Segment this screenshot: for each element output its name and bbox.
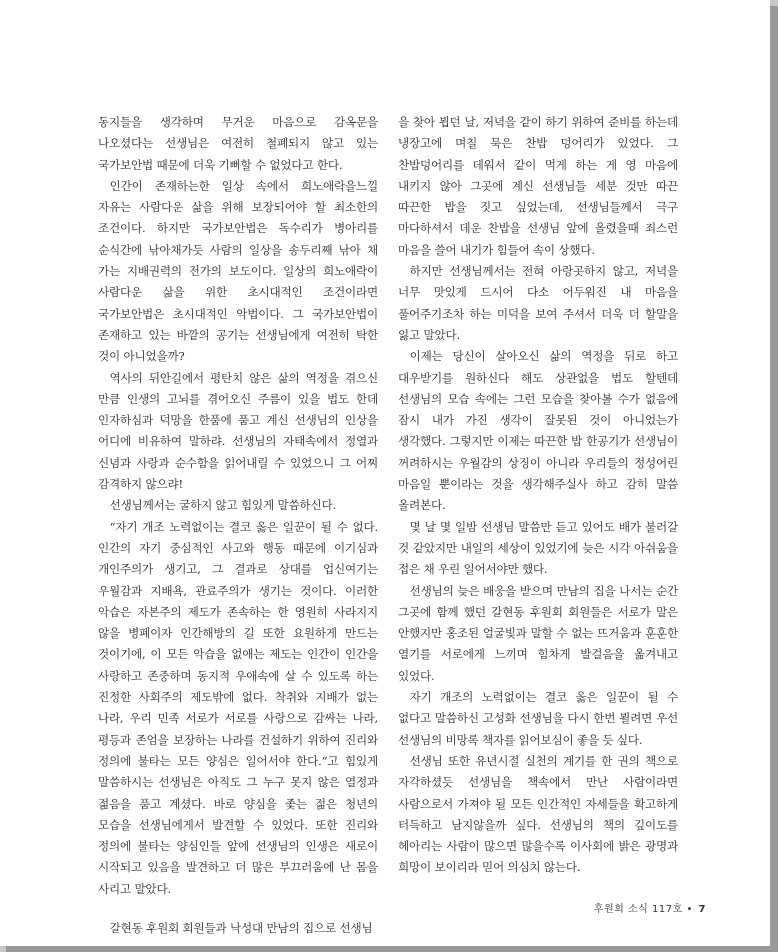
footer-separator: • (686, 904, 693, 915)
page-shadow-right (770, 6, 778, 952)
paragraph: 갈현동 후원회 회원들과 낙성대 만남의 집으로 선생님 (109, 920, 373, 935)
page-number: 7 (698, 904, 706, 915)
page-shadow-bottom (6, 946, 778, 952)
paragraph: 을 찾아 뵙던 날, 저녁을 같이 하기 위하여 준비를 하는데 냉장고에 며칠 묵은 찬밥 덩어리가 있었다. 그 찬밥덩어리를 데워서 같이 먹게 하는 게 영 마음에 내키지 않아 그곳에 계신 선생님들 세분 것만 따끈 따끈한 밥을 짓고 싶었는데, 선생님들께서 극구 마다하셔서 데운 찬밥을 선생님 앞에 올렸을때 죄스런 마음을 쓸어 내기가 힘들어 속이 상했다. (398, 115, 678, 257)
paragraph: 역사의 뒤안길에서 평탄치 않은 삶의 역정을 겪으신 만큼 인생의 고뇌를 겪어오신 주름이 있을 법도 한데 인자하심과 덕망을 한품에 품고 계신 선생님의 인상을 어디에 비유하여 말하랴. 선생님의 자태속에서 정열과 신념과 사랑과 순수함을 읽어내릴 수 있었으니 그 어찌 감격하지 않으랴! (98, 370, 378, 492)
left-column (98, 112, 378, 939)
paragraph: 몇 날 몇 일밤 선생님 말씀만 듣고 있어도 배가 불러갈 것 같았지만 내일의 세상이 있었기에 늦은 시각 아쉬움을 접은 채 우린 일어서야만 했다. (398, 519, 678, 577)
paragraph: 동지들을 생각하며 무거운 마음으로 감옥문을 나오셨다는 선생님은 여전히 철폐되지 않고 있는 국가보안법 때문에 더욱 기뻐할 수 없었다고 한다. (98, 115, 378, 172)
publication-name: 후원회 소식 117호 (593, 904, 683, 915)
paragraph: 인간이 존재하는한 일상 속에서 희노애락을느낄 자유는 사람다운 삶을 위해 보장되어야 할 최소한의 조건이다. 하지만 국가보안법은 독수리가 병아리를 순식간에 낚아채가듯 사람의 일상을 송두리째 낚아 채 가는 지배권력의 전가의 보도이다. 일상의 희노애락이 사람다운 삶을 위한 초시대적인 조건이라면 국가보안법은 초시대적인 악법이다. 그 국가보안법이 존재하고 있는 바깥의 공기는 선생님에게 여전히 탁한 것이 아니었을까? (98, 178, 378, 364)
paragraph: 선생님 또한 유년시절 실천의 계기를 한 권의 책으로 자각하셨듯 선생님을 책속에서 만난 사람이라면 사람으로서 가져야 될 모든 인간적인 자세들을 확고하게 터득하고 남지않을까 싶다. 선생님의 책의 깊이도를 헤아리는 사람이 많으면 많을수록 이사회에 밝은 광명과 희망이 보이리라 믿어 의심치 않는다. (398, 753, 678, 875)
paragraph: 자기 개조의 노력없이는 결코 옳은 일꾼이 될 수 없다고 말씀하신 고성화 선생님을 다시 한번 뵐려면 우선 선생님의 비망록 책자를 읽어보심이 좋을 듯 싶다. (398, 690, 678, 747)
paragraph: 선생님께서는 굴하지 않고 힘있게 말씀하신다. (109, 498, 337, 513)
page-footer (594, 900, 706, 915)
right-column (398, 112, 678, 879)
paragraph: “자기 개조 노력없이는 결코 옳은 일꾼이 될 수 없다. 인간의 자기 중심적인 사고와 행동 때문에 이기심과 개인주의가 생기고, 그 결과로 상대를 업신여기는 우월감과 지배욕, 관료주의가 생기는 것이다. 이러한 악습은 자본주의 제도가 존속하는 한 영원히 사라지지 않을 병폐이자 인간해방의 길 또한 요원하게 만드는 것이기에, 이 모든 악습을 없애는 제도는 인간이 인간을 사랑하고 존중하며 동지적 우애속에 살 수 있도록 하는 진정한 사회주의 제도밖에 없다. 착취와 지배가 없는 나라, 우리 민족 서로가 서로를 사랑으로 감싸는 나라, 평등과 존엄을 보장하는 나라를 건설하기 위하여 진리와 정의에 불타는 모든 양심은 일어서야 한다.”고 힘있게 말씀하시는 선생님은 아직도 그 누구 못지 않은 열정과 젊음을 품고 계셨다. 바로 양심을 좇는 젊은 청년의 모습을 선생님에게서 발견할 수 있었다. 또한 진리와 정의에 불타는 양심인들 앞에 선생님의 인생은 새로이 시작되고 있음을 발견하고 더 많은 부끄러움에 난 몸을 사리고 말았다. (98, 519, 378, 896)
paragraph: 하지만 선생님께서는 전혀 아랑곳하지 않고, 저녁을 너무 맛있게 드시어 다소 어두워진 내 마음을 풀어주기조차 하는 미덕을 보여 주셔서 더욱 더 할말을 잃고 말았다. (398, 264, 678, 342)
paragraph: 이제는 당신이 살아오신 삶의 역정을 뒤로 하고 대우받기를 원하신다 해도 상관없을 법도 할텐데 선생님의 모습 속에는 그런 모습을 찾아볼 수가 없음에 잠시 내가 가진 생각이 잘못된 것이 아니었는가 생각했다. 그렇지만 이제는 따끈한 밥 한공기가 선생님이 꺼려하시는 우월감의 상징이 아니라 우리들의 정성어린 마음일 뿐이라는 것을 생각해주실사 하고 감히 말씀 올려본다. (398, 349, 678, 513)
paragraph: 선생님의 늦은 배웅을 받으며 만남의 집을 나서는 순간 그곳에 함께 했던 갈현동 후원회 회원들은 서로가 말은 안했지만 홍조된 얼굴빛과 말할 수 없는 뜨거움과 훈훈한 열기를 서로에게 느끼며 힘차게 발걸음을 옮겨내고 있었다. (398, 583, 678, 683)
